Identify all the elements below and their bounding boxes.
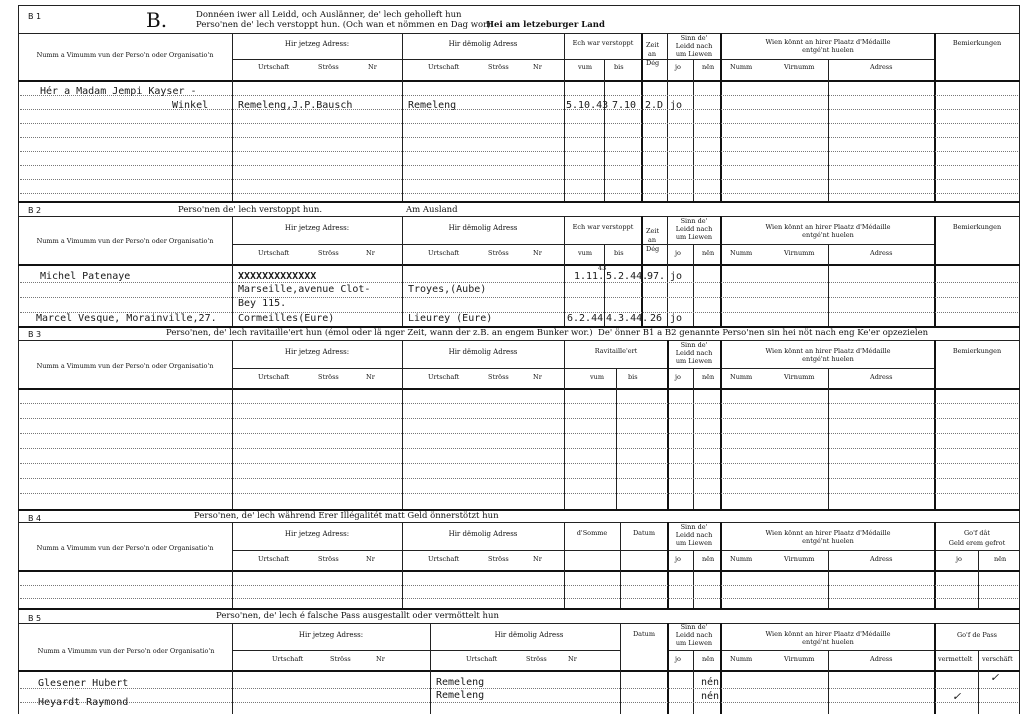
- b2-col-old-street: Ströss: [488, 249, 509, 257]
- b2-entry-old1: Troyes,(Aube): [408, 284, 487, 295]
- b1-col-old-street: Ströss: [488, 63, 509, 71]
- b2-col-time-a: Zeit: [646, 227, 660, 235]
- b1-entry-to: 7.10: [612, 100, 637, 111]
- frame-top: [18, 5, 1020, 6]
- b3-col-adress: Adress: [870, 373, 893, 381]
- b3-row-line: [20, 448, 1018, 449]
- b4-col-numm: Numm: [730, 555, 753, 563]
- b1-row-line: [20, 109, 1018, 110]
- b5-col-old-street: Ströss: [526, 655, 547, 663]
- b2-col-medal-b: entgé'nt huelen: [802, 231, 854, 239]
- b5-v3: [620, 623, 621, 714]
- b3-col-yes: jo: [675, 373, 681, 381]
- b2-col-to: bis: [614, 249, 624, 257]
- b1-col-old: Hir dëmolig Adress: [448, 40, 518, 48]
- b1-v1: [232, 33, 233, 201]
- b2-v3b: [604, 244, 605, 326]
- b5-entry-name1: Glesener Hubert: [38, 678, 129, 689]
- section-code-b1: B 1: [28, 12, 42, 21]
- b5-col-datum: Datum: [632, 630, 656, 638]
- b2-header-bottom: [18, 264, 1020, 266]
- b5-title: Perso'nen, de' lech é falsche Pass ausgestallt oder vermöttelt hun: [216, 611, 499, 621]
- b4-col-gof-b: Geld erem gefrot: [948, 539, 1006, 547]
- b5-top: [18, 608, 1020, 610]
- b5-sub-hline: [232, 650, 620, 651]
- b5-col-name: Numm a Vimumm vun der Perso'n oder Organisatio'n: [37, 647, 215, 655]
- b2-col-time-c: Dég: [646, 245, 660, 253]
- b1-entry-name1: Hér a Madam Jempi Kayser -: [40, 86, 197, 97]
- b2-entry-name2: Marcel Vesque, Morainville,27.: [36, 313, 217, 324]
- b3-v5: [667, 340, 669, 509]
- b2-v3: [564, 216, 565, 326]
- b5-col-virnumm: Virnumm: [784, 655, 815, 663]
- b5-entry-name2: Heyardt Raymond: [38, 697, 129, 708]
- b1-entry-from: 5.10.43: [566, 100, 609, 111]
- b4-col-old-nr: Nr: [533, 555, 542, 563]
- b4-v1: [232, 522, 233, 608]
- b1-col-current: Hir jetzeg Adress:: [284, 40, 350, 48]
- b3-v5b: [693, 368, 694, 509]
- b5-sub-hline-b: [668, 650, 720, 651]
- b2-col-alive-a: Sinn de': [680, 217, 708, 225]
- b4-v3b: [620, 522, 621, 608]
- b5-col-adress: Adress: [870, 655, 893, 663]
- b5-entry-old2: Remeleng: [436, 690, 485, 701]
- b3-col-ravit: Ravitaille'ert: [594, 347, 638, 355]
- b4-v5: [667, 522, 669, 608]
- b4-col-town: Urtschaft: [258, 555, 290, 563]
- b2-v2: [402, 216, 403, 326]
- b1-col-numm: Numm: [730, 63, 753, 71]
- b5-col-yes: jo: [675, 655, 681, 663]
- b3-col-nr: Nr: [366, 373, 375, 381]
- b5-col-numm: Numm: [730, 655, 753, 663]
- b4-col-datum: Datum: [632, 529, 656, 537]
- b1-entry-name2: Winkel: [172, 100, 209, 111]
- b3-v7: [934, 340, 936, 509]
- b2-col-from: vum: [578, 249, 593, 257]
- b5-v1: [232, 623, 233, 714]
- b5-header-top: [18, 623, 1020, 624]
- b4-sub-hline: [232, 550, 720, 551]
- b2-entry-struck: XXXXXXXXXXXXX: [238, 271, 317, 282]
- b5-header-bottom: [18, 670, 1020, 672]
- b5-col-town: Urtschaft: [272, 655, 304, 663]
- b1-header-top: [18, 33, 1020, 34]
- b2-col-adress: Adress: [870, 249, 893, 257]
- b5-col-pass: Go'f de Pass: [956, 631, 998, 639]
- b3-col-alive-c: um Liewen: [675, 357, 713, 365]
- b5-entry-no2: nén: [701, 691, 720, 702]
- b4-v6b: [828, 550, 829, 608]
- b4-col-alive-a: Sinn de': [680, 523, 708, 531]
- b3-col-no: nën: [702, 373, 715, 381]
- b3-row-line: [20, 403, 1018, 404]
- b2-col-virnumm: Virnumm: [784, 249, 815, 257]
- b5-v2: [430, 623, 431, 714]
- b3-v6b: [828, 368, 829, 509]
- b4-col-street: Ströss: [318, 555, 339, 563]
- b1-col-to: bis: [614, 63, 624, 71]
- b5-v6b: [828, 650, 829, 714]
- b3-v6: [720, 340, 722, 509]
- b3-v1: [232, 340, 233, 509]
- b2-col-medal-a: Wien könnt an hirer Plaatz d'Médaille: [765, 223, 891, 231]
- b3-col-numm: Numm: [730, 373, 753, 381]
- b1-v5: [667, 33, 668, 201]
- b1-entry-alive: jo: [670, 100, 683, 111]
- b1-header-bottom: [18, 80, 1020, 82]
- section-code-b2: B 2: [28, 206, 42, 215]
- b1-col-alive-a: Sinn de': [680, 34, 708, 42]
- b2-v6b: [828, 244, 829, 326]
- b1-col-name: Numm a Vimumm vun der Perso'n oder Organisatio'n: [36, 51, 214, 59]
- b2-col-town: Urtschaft: [258, 249, 290, 257]
- b5-col-alive-a: Sinn de': [680, 623, 708, 631]
- b5-v7b: [978, 650, 979, 714]
- b5-v6: [720, 623, 722, 714]
- b5-entry-no1: nén: [701, 677, 720, 688]
- b2-entry-cur2: Cormeilles(Eure): [238, 313, 335, 324]
- b3-v3: [564, 340, 565, 509]
- b3-col-name: Numm a Vimumm vun der Perso'n oder Organisatio'n: [36, 362, 214, 370]
- b4-col-gof-a: Go'f dât: [963, 529, 990, 537]
- b2-col-no: nën: [702, 249, 715, 257]
- b4-col-old-street: Ströss: [488, 555, 509, 563]
- b2-col-street: Ströss: [318, 249, 339, 257]
- b5-col-old: Hir dëmolig Adress: [494, 631, 564, 639]
- b2-entry-to1: 5.2.44.: [606, 271, 649, 282]
- b5-col-vermettelt: vermettelt: [938, 655, 973, 663]
- b2-v5b: [693, 244, 694, 326]
- b4-v5b: [693, 550, 694, 608]
- b1-col-street: Ströss: [318, 63, 339, 71]
- b2-col-time-b: an: [648, 236, 657, 244]
- b2-entry-year1: 43: [598, 264, 607, 272]
- big-letter-b: B.: [146, 8, 168, 32]
- section-code-b5: B 5: [28, 614, 42, 623]
- b1-entry-days: 2.D: [645, 100, 664, 111]
- b3-row-line: [20, 433, 1018, 434]
- section-code-b3: B 3: [28, 330, 42, 339]
- b5-col-old-nr: Nr: [568, 655, 577, 663]
- b1-col-adress: Adress: [870, 63, 893, 71]
- b1-row-line: [20, 137, 1018, 138]
- b1-col-nr: Nr: [368, 63, 377, 71]
- b4-v3: [564, 522, 565, 608]
- b5-v7: [934, 623, 936, 714]
- b5-entry-old1: Remeleng: [436, 677, 485, 688]
- b4-row-line: [20, 585, 1018, 586]
- b5-col-medal-b: entgé'nt huelen: [802, 638, 854, 646]
- b2-top: [18, 201, 1020, 203]
- b4-col-current: Hir jetzeg Adress:: [284, 530, 350, 538]
- b2-col-hid: Ech war verstoppt: [572, 223, 634, 231]
- b2-v6: [720, 216, 722, 326]
- b5-row-line: [20, 688, 1018, 689]
- b1-sub-hline: [232, 59, 720, 60]
- b3-col-to: bis: [628, 373, 638, 381]
- b2-entry-old2: Lieurey (Eure): [408, 313, 493, 324]
- b3-sub-hline: [232, 368, 720, 369]
- b2-v1: [232, 216, 233, 326]
- b4-v2: [402, 522, 403, 608]
- b1-row-line: [20, 123, 1018, 124]
- b3-col-town: Urtschaft: [258, 373, 290, 381]
- b2-col-old-town: Urtschaft: [428, 249, 460, 257]
- b5-v5: [667, 623, 669, 714]
- b4-col-nr: Nr: [366, 555, 375, 563]
- b2-col-old: Hir dëmolig Adress: [448, 224, 518, 232]
- b2-entry-days1: 97.: [647, 271, 666, 282]
- b4-v7: [934, 522, 936, 608]
- b2-col-nr: Nr: [366, 249, 375, 257]
- b3-col-alive-a: Sinn de': [680, 341, 708, 349]
- b3-header-bottom: [18, 388, 1020, 390]
- b2-entry-name1: Michel Patenaye: [40, 271, 131, 282]
- b3-row-line: [20, 463, 1018, 464]
- b2-col-name: Numm a Vimumm vun der Perso'n oder Organisatio'n: [36, 237, 214, 245]
- b2-entry-hid2: 6.2.44: [567, 313, 604, 324]
- b1-col-old-town: Urtschaft: [428, 63, 460, 71]
- b3-col-old: Hir dëmolig Adress: [448, 348, 518, 356]
- b3-v2: [402, 340, 403, 509]
- b2-entry-alive2: jo: [670, 313, 683, 324]
- b1-col-no: nën: [702, 63, 715, 71]
- b5-col-current: Hir jetzeg Adress:: [298, 631, 364, 639]
- b1-title-line1: Donnéen iwer all Leidd, och Auslänner, de' lech geholleft hun: [196, 10, 462, 20]
- b1-col-time-c: Dég: [646, 59, 660, 67]
- b1-v4: [641, 33, 643, 201]
- b4-header-bottom: [18, 570, 1020, 572]
- b5-col-nr: Nr: [376, 655, 385, 663]
- b1-v6: [720, 33, 722, 201]
- b4-col-somme: d'Somme: [576, 529, 608, 537]
- b2-col-current: Hir jetzeg Adress:: [284, 224, 350, 232]
- b3-col-from: vum: [590, 373, 605, 381]
- b4-col-no: nën: [702, 555, 715, 563]
- b1-v3: [564, 33, 565, 201]
- b3-col-old-town: Urtschaft: [428, 373, 460, 381]
- b2-col-remarks: Bemierkungen: [952, 223, 1002, 231]
- b3-col-virnumm: Virnumm: [784, 373, 815, 381]
- b5-row-line: [20, 702, 1018, 703]
- b1-title-line2: Perso'nen de' lech verstoppt hun. (Och wan et nömmen en Dag wor): [196, 20, 491, 30]
- b2-v5: [667, 216, 668, 326]
- b4-row-line: [20, 598, 1018, 599]
- b2-title: Perso'nen de' lech verstoppt hun.: [178, 205, 323, 215]
- b1-col-old-nr: Nr: [533, 63, 542, 71]
- b3-row-line: [20, 493, 1018, 494]
- b1-v2: [402, 33, 403, 201]
- b1-v7: [934, 33, 936, 201]
- b4-col-yes: jo: [675, 555, 681, 563]
- b2-row-line: [20, 297, 1018, 298]
- b1-col-alive-b: Leidd nach: [675, 42, 713, 50]
- b4-col-name: Numm a Vimumm vun der Perso'n oder Organisatio'n: [36, 544, 214, 552]
- b4-col-virnumm: Virnumm: [784, 555, 815, 563]
- b1-row-line: [20, 165, 1018, 166]
- b2-entry-alive1: jo: [670, 271, 683, 282]
- b2-col-alive-b: Leidd nach: [675, 225, 713, 233]
- b5-col-alive-c: um Liewen: [675, 639, 713, 647]
- b4-col-medal-a: Wien könnt an hirer Plaatz d'Médaille: [765, 529, 891, 537]
- b3-col-medal-a: Wien könnt an hirer Plaatz d'Médaille: [765, 347, 891, 355]
- b3-row-line: [20, 418, 1018, 419]
- b5-col-alive-b: Leidd nach: [675, 631, 713, 639]
- b1-col-alive-c: um Liewen: [675, 50, 713, 58]
- b3-col-old-street: Ströss: [488, 373, 509, 381]
- b2-entry-addr2: Bey 115.: [238, 298, 287, 309]
- b4-col-alive-b: Leidd nach: [675, 531, 713, 539]
- b1-col-yes: jo: [675, 63, 681, 71]
- b4-col-gof-yes: jo: [956, 555, 962, 563]
- b1-col-medal-b: entgé'nt huelen: [802, 46, 854, 54]
- b5-col-old-town: Urtschaft: [466, 655, 498, 663]
- b4-col-gof-no: nën: [994, 555, 1007, 563]
- b4-v6: [720, 522, 722, 608]
- b5-col-verschaft: verschäft: [982, 655, 1013, 663]
- b3-title2: De' önner B1 a B2 genannte Perso'nen sin hei nöt nach eng Ke'er opzezielen: [598, 328, 929, 338]
- b1-col-time-a: Zeit: [646, 41, 660, 49]
- b2-v7: [934, 216, 936, 326]
- b3-col-medal-b: entgé'nt huelen: [802, 355, 854, 363]
- check-mark-icon: ✓: [990, 671, 1000, 684]
- b4-col-old-town: Urtschaft: [428, 555, 460, 563]
- b1-col-remarks: Bemierkungen: [952, 39, 1002, 47]
- b2-row-line: [20, 282, 1018, 283]
- b3-title: Perso'nen, de' lech ravitaille'ert hun (émol oder lä nger Zeit, wann der z.B. an engem Bunker wor.): [166, 328, 593, 338]
- b4-col-medal-b: entgé'nt huelen: [802, 537, 854, 545]
- b2-header-top: [18, 216, 1020, 217]
- b5-col-medal-a: Wien könnt an hirer Plaatz d'Médaille: [765, 630, 891, 638]
- b1-row-line: [20, 179, 1018, 180]
- b3-col-alive-b: Leidd nach: [675, 349, 713, 357]
- b2-col-yes: jo: [675, 249, 681, 257]
- b3-col-remarks: Bemierkungen: [952, 347, 1002, 355]
- b4-col-alive-c: um Liewen: [675, 539, 713, 547]
- b3-col-street: Ströss: [318, 373, 339, 381]
- b1-entry-current: Remeleng,J.P.Bausch: [238, 100, 353, 111]
- section-code-b4: B 4: [28, 514, 42, 523]
- b1-col-time-b: an: [648, 50, 657, 58]
- b1-col-town: Urtschaft: [258, 63, 290, 71]
- b2-entry-addr1: Marseille,avenue Clot-: [238, 284, 371, 295]
- b1-col-virnumm: Virnumm: [784, 63, 815, 71]
- b1-col-hid: Ech war verstoppt: [572, 39, 634, 47]
- b5-v5b: [693, 650, 694, 714]
- b2-entry-days2: 26: [650, 313, 663, 324]
- b4-col-old: Hir dëmolig Adress: [448, 530, 518, 538]
- check-mark-icon: ✓: [952, 690, 962, 703]
- b4-col-adress: Adress: [870, 555, 893, 563]
- b1-row-line: [20, 151, 1018, 152]
- b1-col-medal-a: Wien könnt an hirer Plaatz d'Médaille: [765, 38, 891, 46]
- b3-header-top: [18, 340, 1020, 341]
- b1-row-line: [20, 193, 1018, 194]
- b4-top: [18, 509, 1020, 511]
- b2-col-numm: Numm: [730, 249, 753, 257]
- b3-v3b: [616, 368, 617, 509]
- b5-col-no: nën: [702, 655, 715, 663]
- b2-sub-hline: [232, 244, 720, 245]
- b4-title: Perso'nen, de' lech während Erer Illégalitét matt Geld önnerstötzt hun: [194, 511, 499, 521]
- b2-entry-to2: 4.3.44.: [606, 313, 649, 324]
- b2-land: Am Ausland: [406, 205, 458, 215]
- b2-col-old-nr: Nr: [533, 249, 542, 257]
- b4-v7b: [978, 550, 979, 608]
- b2-col-alive-c: um Liewen: [675, 233, 713, 241]
- b3-col-old-nr: Nr: [533, 373, 542, 381]
- b1-col-from: vum: [578, 63, 593, 71]
- b3-row-line: [20, 478, 1018, 479]
- b1-title-land: Hei am letzeburger Land: [486, 20, 605, 30]
- b5-col-street: Ströss: [330, 655, 351, 663]
- b4-header-top: [18, 522, 1020, 523]
- b1-entry-old: Remeleng: [408, 100, 457, 111]
- b2-entry-hid1: 1.11.: [574, 271, 605, 282]
- b3-col-current: Hir jetzeg Adress:: [284, 348, 350, 356]
